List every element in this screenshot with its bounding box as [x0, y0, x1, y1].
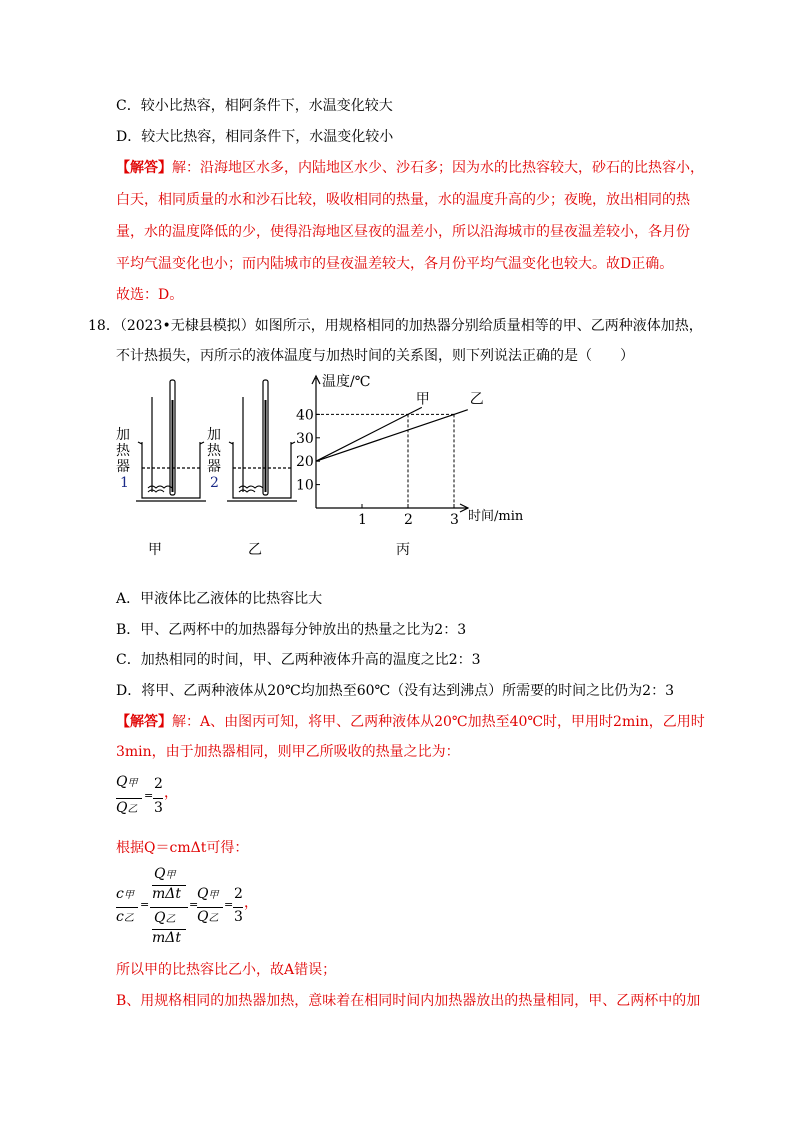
answer-line: B、用规格相同的加热器加热，意味着在相同时间内加热器放出的热量相同，甲、乙两杯中的加: [116, 993, 701, 1009]
option-a: A．甲液体比乙液体的比热容比大: [116, 591, 323, 607]
y-tick-label: 40: [296, 407, 314, 424]
y-tick-label: 30: [296, 430, 314, 447]
heater2-label: 器: [207, 459, 221, 475]
series-line-jia: [316, 407, 422, 461]
heater1-label: 1: [120, 475, 129, 491]
question-figure: [100, 360, 540, 570]
answer-line: 解：A、由图丙可知，将甲、乙两种液体从20℃加热至40℃时，甲用时2min，乙用时: [172, 714, 705, 730]
answer-paragraph-17: [116, 158, 704, 178]
formula-heat-ratio: Q甲 Q乙 = 2 3 ，: [116, 774, 178, 816]
answer-line: 根据Q＝cmΔt可得：: [116, 840, 249, 856]
formula-denominator: Q乙: [116, 800, 138, 816]
answer-line: 解：沿海地区水多，内陆地区水少、沙石多；因为水的比热容较大，砂石的比热容小，: [172, 160, 704, 176]
question-18-stem: 18．（2023•无棣县模拟）如图所示，用规格相同的加热器分别给质量相等的甲、乙两种液体加热，: [88, 318, 703, 334]
heater1-label: 热: [116, 443, 130, 459]
answer-line: 白天，相同质量的水和沙石比较，吸收相同的热量，水的温度升高的少；夜晚，放出相同的热: [116, 192, 690, 208]
heater2-label: 热: [207, 443, 221, 459]
caption-yi: 乙: [248, 542, 262, 558]
heater2-label: 2: [210, 475, 219, 491]
beaker-jia: [136, 380, 206, 501]
answer-line: 量，水的温度降低的少，使得沿海地区昼夜的温差小，所以沿海城市的昼夜温差较小，各月份: [116, 224, 690, 240]
answer-tag: 【解答】: [116, 160, 172, 176]
option-b: B．甲、乙两杯中的加热器每分钟放出的热量之比为2：3: [116, 622, 467, 638]
answer-tag: 【解答】: [116, 714, 172, 730]
answer-line: 所以甲的比热容比乙小，故A错误；: [116, 962, 337, 978]
caption-bing: 丙: [396, 542, 410, 558]
option-c: C．较小比热容，相阿条件下，水温变化较大: [116, 98, 393, 114]
option-c: C．加热相同的时间，甲、乙两种液体升高的温度之比2：3: [116, 652, 481, 668]
heater1-label: 加: [116, 427, 130, 443]
y-tick-label: 20: [296, 454, 314, 471]
formula-specific-heat-ratio: c甲 c乙 = Q甲 mΔt Q乙 mΔt = Q甲 Q乙 = 2 3 ，: [116, 866, 258, 946]
option-d: D．较大比热容，相同条件下，水温变化较小: [116, 129, 394, 145]
y-axis-label: 温度/℃: [322, 374, 371, 390]
series-label-yi: 乙: [469, 391, 484, 408]
x-tick-label: 1: [358, 512, 367, 528]
caption-jia: 甲: [148, 542, 162, 558]
temperature-time-chart: [296, 373, 524, 528]
beaker-yi: [227, 380, 297, 501]
formula-numerator: Q甲: [116, 774, 138, 790]
option-d: D．将甲、乙两种液体从20℃均加热至60℃（没有达到沸点）所需要的时间之比仍为2：3: [116, 683, 674, 699]
y-tick-label: 10: [296, 477, 314, 494]
answer-line: 平均气温变化也小；而内陆城市的昼夜温差较大，各月份平均气温变化也较大。故D正确。: [116, 256, 674, 272]
x-tick-label: 3: [450, 512, 459, 528]
question-18-stem-2: 不计热损失，丙所示的液体温度与加热时间的关系图，则下列说法正确的是（ ）: [116, 348, 634, 364]
heater2-label: 加: [207, 427, 221, 443]
series-line-yi: [316, 410, 468, 461]
answer-line: 故选：D。: [116, 287, 184, 303]
answer-line: 3min，由于加热器相同，则甲乙所吸收的热量之比为：: [116, 744, 460, 760]
answer-paragraph-18: [116, 712, 705, 732]
series-label-jia: 甲: [415, 391, 430, 408]
heater1-label: 器: [116, 459, 130, 475]
x-tick-label: 2: [404, 512, 413, 528]
x-axis-label: 时间/min: [468, 509, 524, 524]
